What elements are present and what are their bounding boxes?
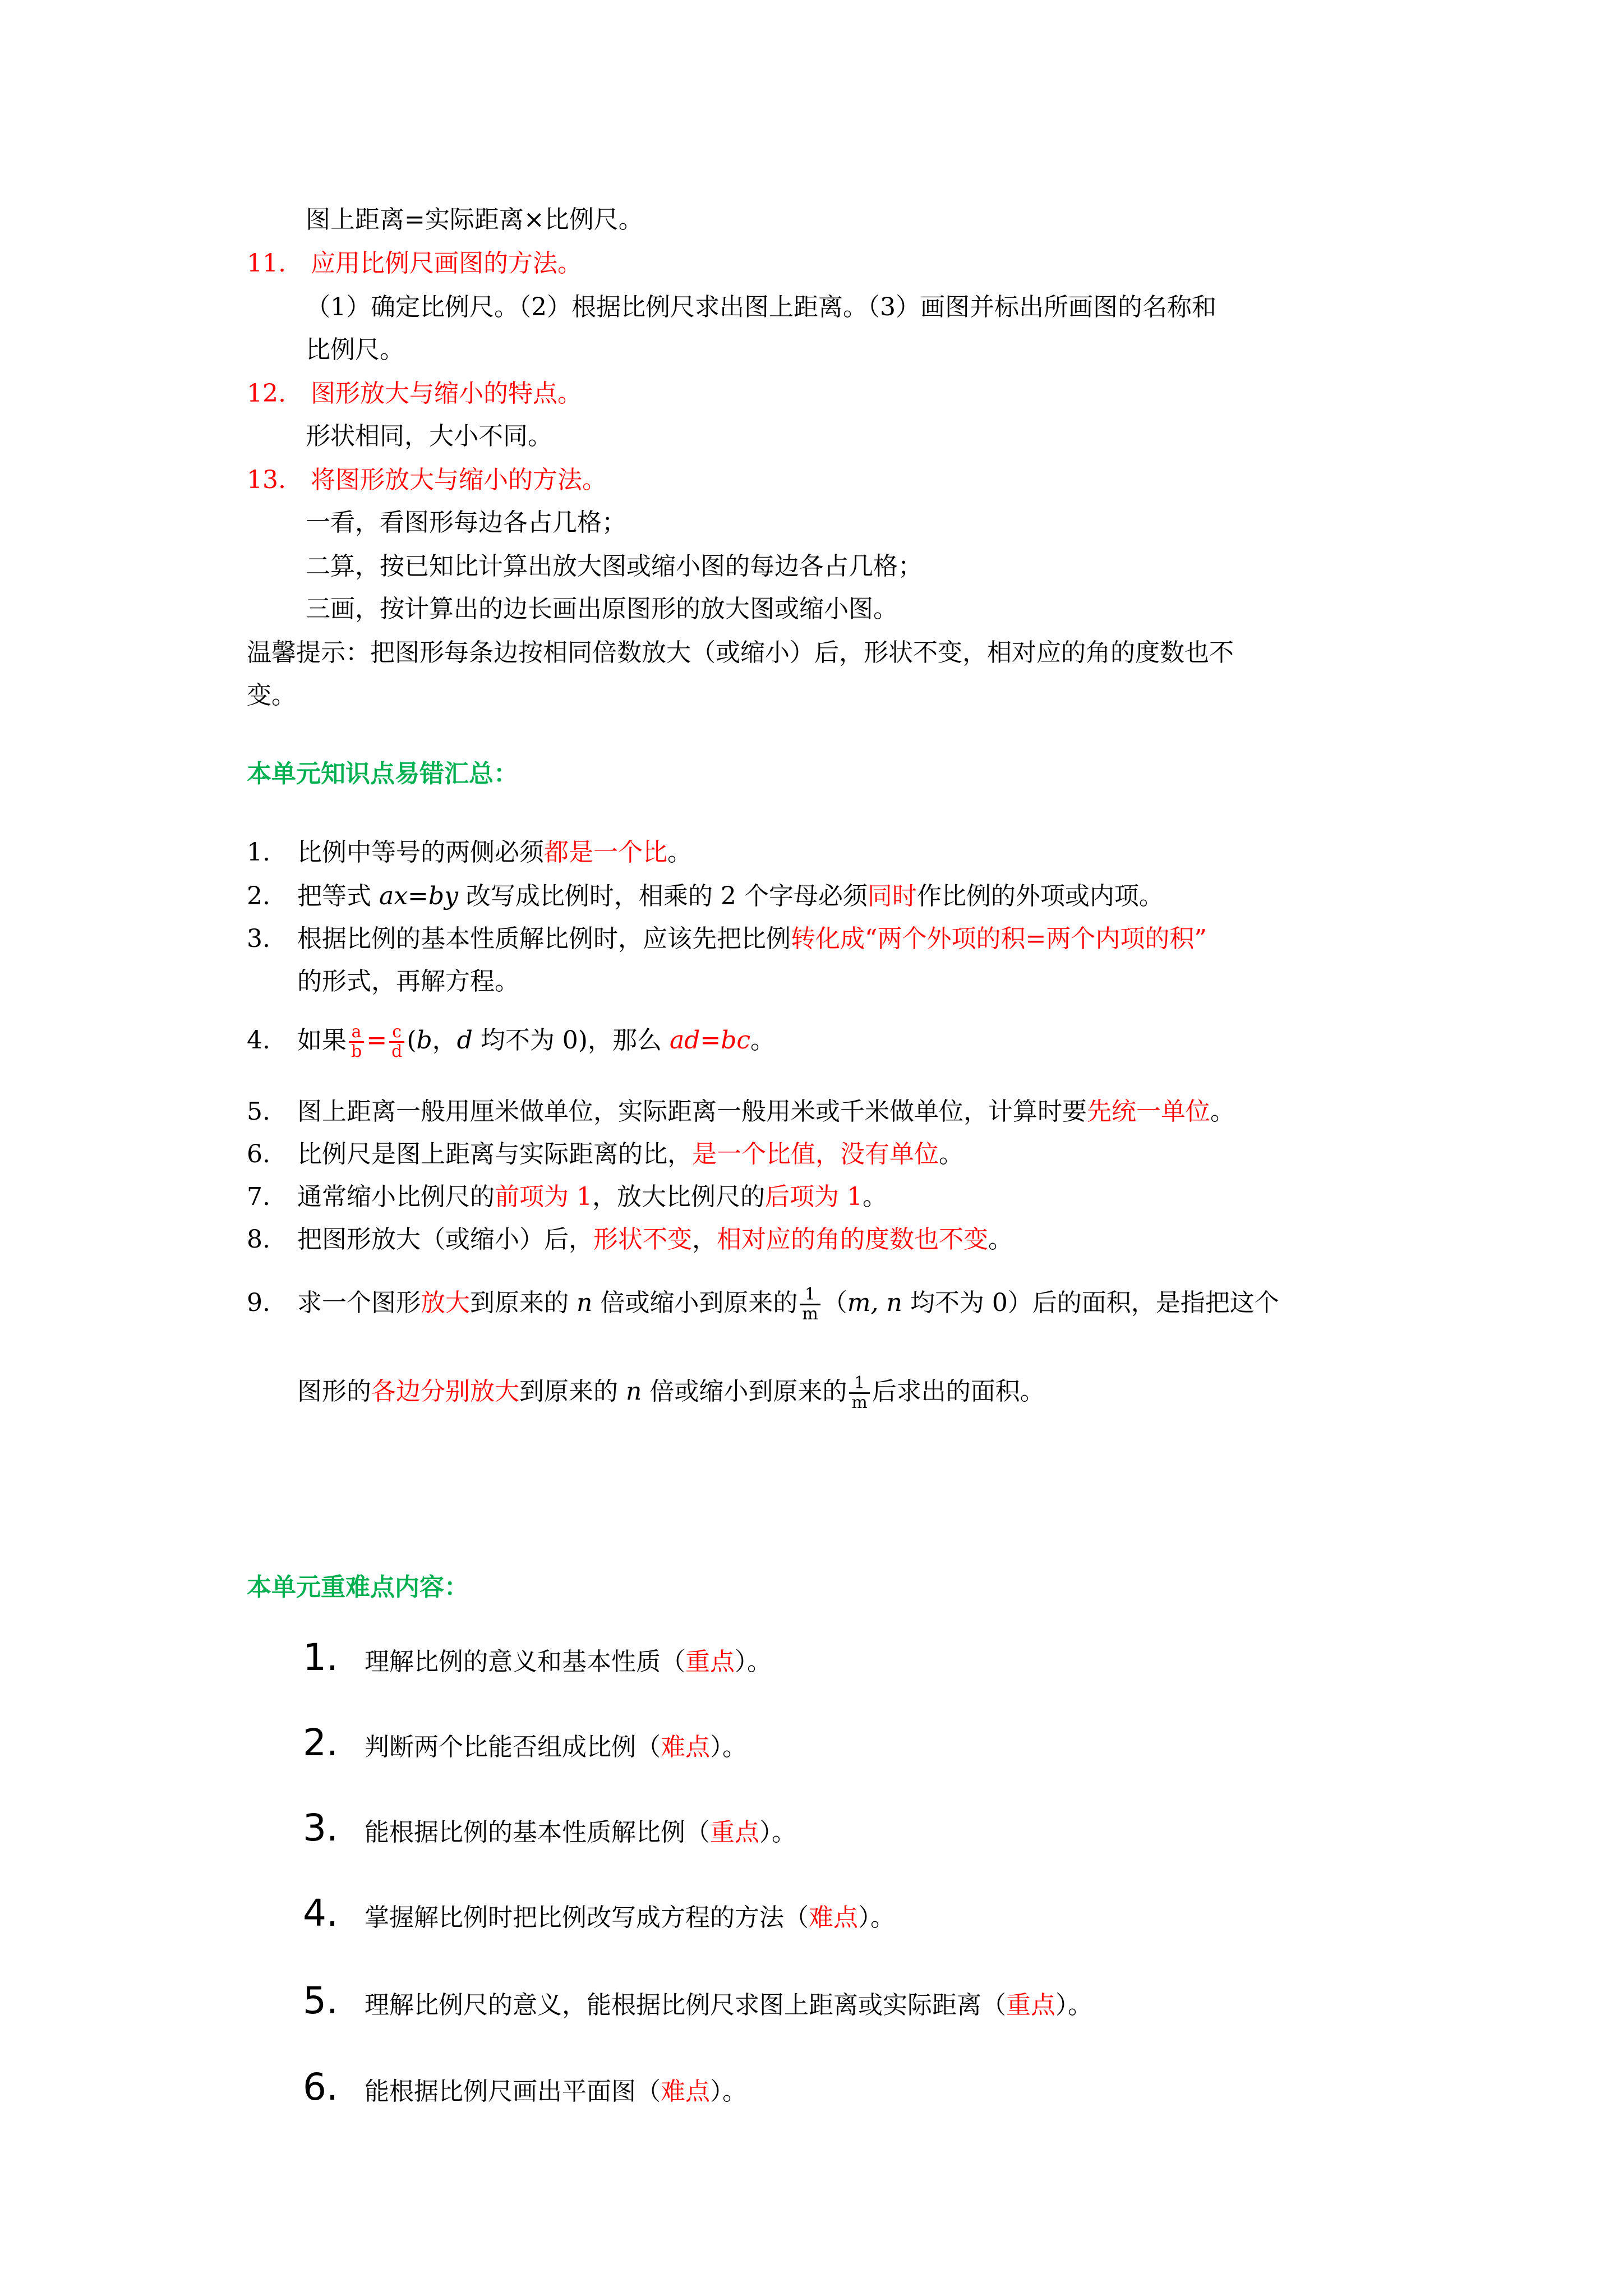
tag: 难点 (661, 1733, 710, 1761)
item-number: 1. (247, 838, 270, 867)
text: 到原来的 (519, 1377, 626, 1406)
text: 倍或缩小到原来的 (592, 1289, 798, 1317)
highlight: 先统一单位 (1087, 1097, 1210, 1126)
tag: 重点 (685, 1648, 735, 1676)
math: n (577, 1289, 593, 1317)
tip-line-2: 变。 (247, 681, 296, 710)
text: 理解比例尺的意义，能根据比例尺求图上距离或实际距离（ (365, 1991, 1006, 2019)
text: 通常缩小比例尺的 (297, 1182, 495, 1211)
error-item-3 (247, 922, 1207, 956)
item-number: 4. (247, 1026, 270, 1055)
item-number: 1. (303, 1636, 338, 1679)
key-item-6 (303, 2062, 747, 2117)
item-number: 8. (247, 1225, 270, 1254)
item-12-title (247, 377, 582, 411)
item-number: 5. (247, 1097, 270, 1126)
item-13-title (247, 463, 607, 497)
fraction-1-m (800, 1286, 820, 1323)
item-number: 3. (303, 1806, 338, 1849)
highlight: ad=bc (669, 1026, 751, 1055)
item-11-line-2: 比例尺。 (306, 335, 404, 364)
text: 。 (667, 838, 692, 867)
math: n (626, 1377, 642, 1406)
text: ）。 (858, 1903, 895, 1932)
text: 。 (750, 1026, 776, 1055)
text: 比例尺是图上距离与实际距离的比， (297, 1140, 692, 1168)
numerator: c (389, 1023, 404, 1043)
highlight: 后项为 1 (764, 1182, 863, 1211)
item-title: 应用比例尺画图的方法。 (310, 249, 582, 278)
error-item-5 (247, 1095, 1235, 1129)
text: 掌握解比例时把比例改写成方程的方法（ (365, 1903, 809, 1932)
item-number: 4. (303, 1892, 338, 1935)
math: ax=by (379, 882, 458, 910)
key-item-3 (303, 1803, 796, 1858)
error-item-3-line-2: 的形式，再解方程。 (297, 967, 519, 996)
text: 倍或缩小到原来的 (642, 1377, 847, 1406)
item-11-title (247, 247, 582, 280)
highlight: 形状不变 (593, 1225, 692, 1254)
text: ， (432, 1026, 457, 1055)
text: 后求出的面积。 (872, 1377, 1045, 1406)
text: 到原来的 (470, 1289, 577, 1317)
highlight: 相对应的角的度数也不变 (717, 1225, 988, 1254)
item-number: 2. (303, 1721, 338, 1764)
key-heading: 本单元重难点内容： (247, 1573, 469, 1602)
math: d (457, 1026, 473, 1055)
text: 图形的 (297, 1377, 371, 1406)
item-number: 7. (247, 1182, 270, 1211)
item-number: 11. (247, 249, 286, 278)
tip-line-1: 温馨提示：把图形每条边按相同倍数放大（或缩小）后，形状不变，相对应的角的度数也不 (247, 638, 1234, 667)
error-item-9 (247, 1286, 1279, 1323)
text: 均不为 0）后的面积，是指把这个 (902, 1289, 1279, 1317)
text: ( (407, 1026, 417, 1055)
text: （ (822, 1289, 847, 1317)
text: 改写成比例时，相乘的 2 个字母必须 (458, 882, 868, 910)
item-number: 13. (247, 466, 286, 494)
text: 把等式 (297, 882, 379, 910)
denominator: m (851, 1393, 868, 1412)
highlight: 转化成“两个外项的积=两个内项的积” (791, 924, 1207, 953)
highlight: 同时 (867, 882, 917, 910)
key-item-1 (303, 1632, 772, 1687)
highlight: 是一个比值，没有单位 (692, 1140, 939, 1168)
numerator: 1 (849, 1374, 869, 1394)
error-item-8 (247, 1223, 1013, 1257)
text: 作比例的外项或内项。 (916, 882, 1164, 910)
key-item-5 (303, 1976, 1092, 2031)
tag: 难点 (661, 2077, 710, 2106)
item-number: 12. (247, 379, 286, 408)
tag: 重点 (1006, 1991, 1055, 2019)
text: 。 (988, 1225, 1013, 1254)
tag: 难点 (809, 1903, 858, 1932)
item-13-line-3: 三画，按计算出的边长画出原图形的放大图或缩小图。 (306, 595, 898, 623)
text: 能根据比例的基本性质解比例（ (365, 1818, 710, 1847)
denominator: b (351, 1042, 362, 1061)
item-number: 9. (247, 1289, 270, 1317)
text: ， (692, 1225, 717, 1254)
text: 判断两个比能否组成比例（ (365, 1733, 661, 1761)
error-item-2 (247, 880, 1164, 913)
math: b (416, 1026, 432, 1055)
text: 如果 (297, 1026, 347, 1055)
text: 根据比例的基本性质解比例时，应该先把比例 (297, 924, 791, 953)
item-number: 5. (303, 1979, 338, 2022)
text: 均不为 0)，那么 (472, 1026, 670, 1055)
error-item-9-line-2 (297, 1374, 1045, 1412)
item-number: 6. (303, 2065, 338, 2109)
item-13-line-1: 一看，看图形每边各占几格； (306, 508, 626, 537)
fraction-a-b (349, 1023, 364, 1061)
item-number: 2. (247, 882, 270, 910)
error-item-1 (247, 836, 692, 869)
numerator: 1 (800, 1286, 820, 1305)
error-item-4 (247, 1023, 775, 1061)
key-item-4 (303, 1888, 895, 1943)
fraction-1-m (849, 1374, 869, 1412)
text: 把图形放大（或缩小）后， (297, 1225, 593, 1254)
item-number: 3. (247, 924, 270, 953)
highlight: 前项为 1 (495, 1182, 592, 1211)
error-item-6 (247, 1138, 963, 1171)
text: 比例中等号的两侧必须 (297, 838, 544, 867)
item-13-line-2: 二算，按已知比计算出放大图或缩小图的每边各占几格； (306, 552, 923, 581)
text: 。 (1210, 1097, 1235, 1126)
text: ）。 (1055, 1991, 1092, 2019)
text: 理解比例的意义和基本性质（ (365, 1648, 685, 1676)
tag: 重点 (710, 1818, 759, 1847)
text: ，放大比例尺的 (592, 1182, 765, 1211)
errors-heading: 本单元知识点易错汇总： (247, 760, 518, 788)
equals: = (366, 1026, 388, 1055)
text: 。 (862, 1182, 887, 1211)
text: ）。 (759, 1818, 796, 1847)
text: ）。 (710, 1733, 747, 1761)
item-11-line-1: （1）确定比例尺。（2）根据比例尺求出图上距离。（3）画图并标出所画图的名称和 (306, 293, 1216, 321)
text: 图上距离一般用厘米做单位，实际距离一般用米或千米做单位，计算时要 (297, 1097, 1087, 1126)
fraction-c-d (389, 1023, 404, 1061)
highlight: 放大 (421, 1289, 470, 1317)
text: 。 (939, 1140, 963, 1168)
formula-line: 图上距离=实际距离×比例尺。 (306, 205, 643, 234)
item-number: 6. (247, 1140, 270, 1168)
text: 能根据比例尺画出平面图（ (365, 2077, 661, 2106)
item-title: 图形放大与缩小的特点。 (310, 379, 582, 408)
text: ）。 (710, 2077, 747, 2106)
highlight: 各边分别放大 (371, 1377, 519, 1406)
highlight: 都是一个比 (544, 838, 667, 867)
math: m, n (847, 1289, 902, 1317)
error-item-7 (247, 1180, 887, 1214)
key-item-2 (303, 1718, 747, 1773)
item-12-line-1: 形状相同，大小不同。 (306, 422, 552, 450)
text: 求一个图形 (297, 1289, 421, 1317)
denominator: m (802, 1304, 818, 1324)
denominator: d (391, 1042, 403, 1061)
text: ）。 (735, 1648, 772, 1676)
numerator: a (349, 1023, 364, 1043)
item-title: 将图形放大与缩小的方法。 (310, 466, 607, 494)
